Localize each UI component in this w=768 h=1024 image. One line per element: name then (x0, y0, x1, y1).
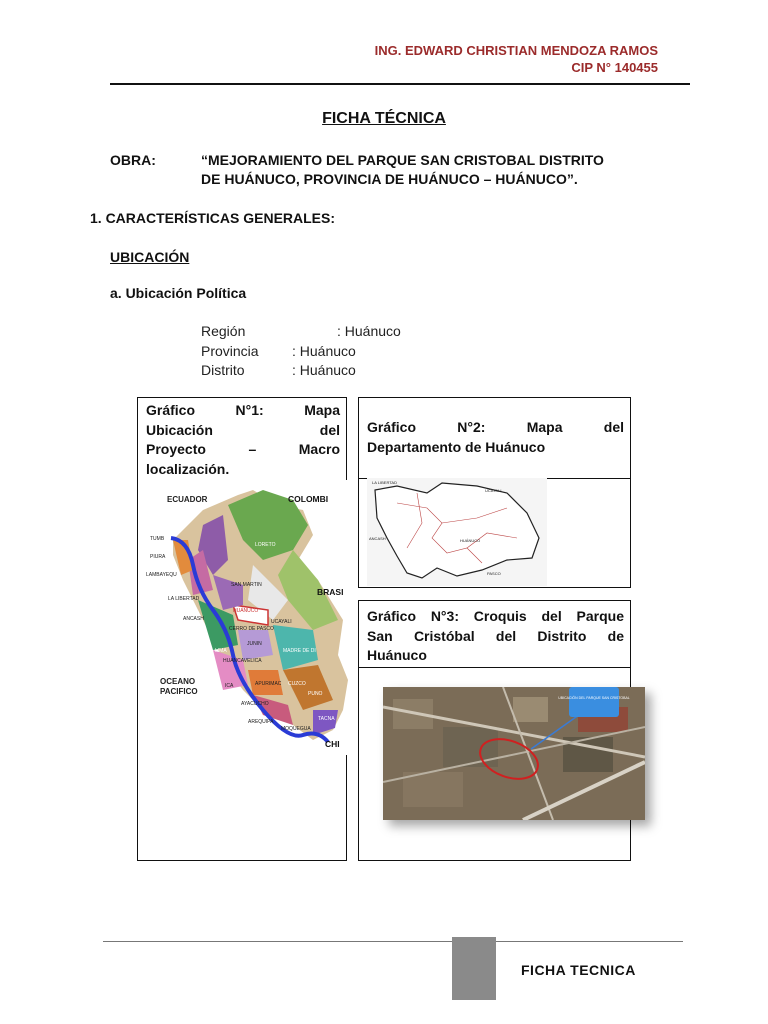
label-junin: JUNIN (247, 641, 262, 647)
aerial-croquis-image (383, 687, 645, 820)
grafico-2-caption (367, 418, 624, 457)
obra-line-1: “MEJORAMIENTO DEL PARQUE SAN CRISTOBAL DISTRITO (201, 152, 604, 168)
peru-map (143, 480, 353, 755)
grafico-1-line-1: Gráfico N°1: Mapa (146, 402, 340, 418)
page-title: FICHA TÉCNICA (322, 110, 446, 127)
label-moquegua: MOQUEGUA (281, 726, 311, 732)
label-lima: LIMA (215, 648, 227, 654)
label-piura: PIURA (150, 554, 166, 560)
label-san-martin: SAN MARTIN (231, 582, 262, 588)
distrito-value: : Huánuco (292, 362, 356, 378)
region-label: Región (201, 323, 246, 339)
grafico-1-line-2: Ubicación del (146, 421, 340, 438)
label-pasco: CERRO DE PASCO (229, 626, 274, 632)
label-madre-de-dios: MADRE DE DI (283, 648, 316, 654)
map2-label-ancash: ANCASH (369, 536, 386, 541)
label-brasil: BRASI (317, 587, 344, 597)
huanuco-department-map (367, 478, 547, 586)
map2-label-la-libertad: LA LIBERTAD (372, 480, 397, 485)
label-colombia: COLOMBI (288, 494, 329, 504)
label-apurimac: APURIMAC (255, 681, 282, 687)
footer-block (452, 937, 496, 1000)
label-ancash: ANCASH (183, 616, 204, 622)
grafico-2-line-2: Departamento de Huánuco (367, 438, 546, 455)
label-huancavelica: HUANCAVELICA (223, 658, 262, 664)
grafico-3-line-2: San Cristóbal del Distrito de (367, 627, 624, 644)
region-value: : Huánuco (337, 323, 401, 339)
map2-label-pasco: PASCO (487, 571, 501, 576)
grafico-1-line-4: localización. (146, 460, 230, 477)
obra-label: OBRA: (110, 152, 156, 168)
label-ayacucho: AYACUCHO (241, 701, 269, 707)
label-lambayeque: LAMBAYEQU (146, 572, 177, 578)
callout-text: UBICACIÓN DEL PARQUE SAN CRISTOBAL (558, 696, 630, 700)
label-ica: ICA (225, 683, 234, 689)
label-huanuco: HUÁNUCO (233, 608, 259, 614)
grafico-2-line-1: Gráfico N°2: Mapa del (367, 419, 624, 435)
label-chile: CHI (325, 739, 340, 749)
grafico-3-divider (358, 667, 631, 668)
grafico-1-line-3: Proyecto – Macro (146, 441, 340, 457)
map2-label-ucayali: UCAYALI (485, 488, 502, 493)
footer-rule (103, 941, 683, 942)
ubicacion-heading: UBICACIÓN (110, 249, 190, 265)
obra-line-2: DE HUÁNUCO, PROVINCIA DE HUÁNUCO – HUÁNUCO”. (201, 171, 578, 187)
peru-map-graphic (143, 480, 353, 755)
label-cuzco: CUZCO (288, 681, 306, 687)
label-puno: PUNO (308, 691, 323, 697)
map2-label-huanuco: HUÁNUCO (460, 538, 481, 543)
label-tacna: TACNA (318, 716, 335, 722)
distrito-label: Distrito (201, 362, 245, 378)
author-name: ING. EDWARD CHRISTIAN MENDOZA RAMOS (374, 43, 658, 58)
label-loreto: LORETO (255, 542, 276, 548)
grafico-3-line-3: Huánuco (367, 647, 427, 663)
label-ucayali: UCAYALI (271, 619, 292, 625)
grafico-3-line-1: Gráfico N°3: Croquis del Parque (367, 608, 624, 624)
label-arequipa: AREQUIPA (248, 719, 274, 725)
aerial-overlay (383, 687, 645, 820)
provincia-label: Provincia (201, 343, 259, 359)
label-pacifico: PACIFICO (160, 687, 198, 696)
section-heading: 1. CARACTERÍSTICAS GENERALES: (90, 210, 336, 226)
label-la-libertad: LA LIBERTAD (168, 596, 200, 602)
ubicacion-politica-heading: a. Ubicación Política (110, 285, 247, 301)
provincia-value: : Huánuco (292, 343, 356, 359)
footer-title: FICHA TECNICA (521, 962, 636, 978)
label-ecuador: ECUADOR (167, 495, 208, 504)
label-tumbes: TUMB (150, 536, 165, 542)
grafico-3-caption (367, 607, 624, 666)
label-oceano: OCEANO (160, 677, 196, 686)
grafico-2-box (358, 397, 631, 588)
cip-number: CIP N° 140455 (571, 60, 658, 75)
header-rule (110, 83, 690, 85)
grafico-1-caption (146, 401, 340, 479)
